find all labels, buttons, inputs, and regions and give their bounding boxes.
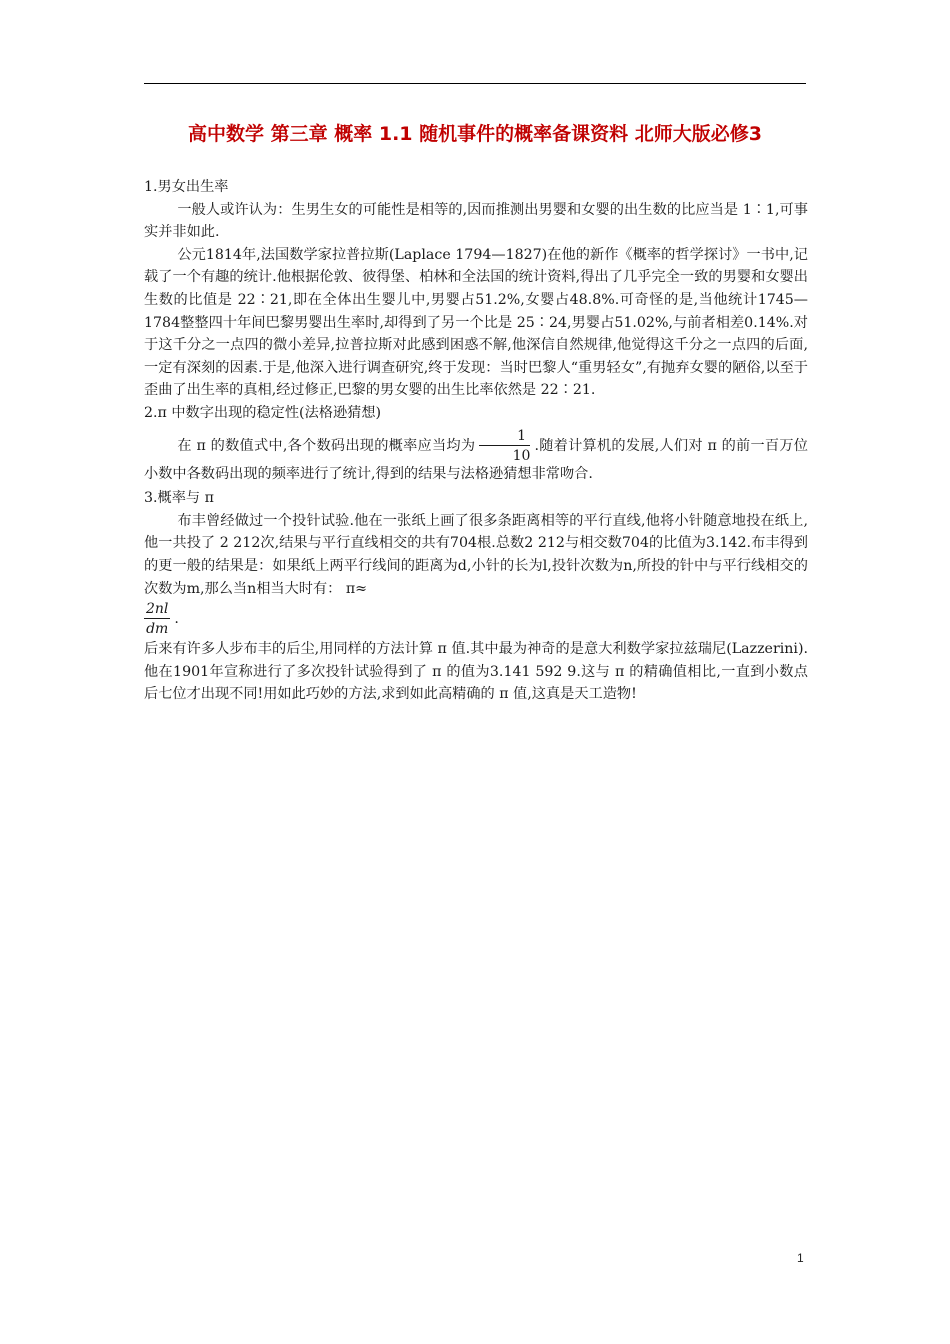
paragraph-laplace-statistics: 公元1814年,法国数学家拉普拉斯(Laplace 1794—1827)在他的新作《概率的哲学探讨》一书中,记载了一个有趣的统计.他根据伦敦、彼得堡、柏林和全法国的统计资料,得出了几乎完全一致的男婴和女婴出生数的比值是 22∶21,即在全体出生婴儿中,男婴占51.2%,女婴占48.8%.可奇怪的是,当他统计1745—1784整整四十年间巴黎男婴出生率时,却得到了另一个比是 25∶24,男婴占51.02%,与前者相差0.14%.对于这千分之一点四的微小差异,拉普拉斯对此感到困惑不解,他深信自然规律,他觉得这千分之一点四的后面,一定有深刻的因素.于是,他深入进行调查研究,终于发现：当时巴黎人“重男轻女”,有抛弃女婴的陋俗,以至于歪曲了出生率的真相,经过修正,巴黎的男女婴的出生比率依然是 22∶21. [144,246,808,399]
pi-digit-text-after: .随着计算机的发展,人们对 π 的前一百万位小数中各数码出现的频率进行了统计,得到的结果与法格逊猜想非常吻合. [144,437,808,482]
header-rule [144,83,806,84]
paragraph-pi-digit-frequency [144,429,808,486]
fraction-one-tenth [479,429,530,463]
section-heading-birth-rate: 1.男女出生率 [144,179,229,195]
fraction-2nl-over-dm [144,602,170,636]
pi-digit-text-before: 在 π 的数值式中,各个数码出现的概率应当均为 [177,437,476,454]
paragraph-lazzerini: 后来有许多人步布丰的后尘,用同样的方法计算 π 值.其中最为神奇的是意大利数学家拉兹瑞尼(Lazzerini).他在1901年宣称进行了多次投针试验得到了 π 的值为3.141 592 9.这与 π 的精确值相比,一直到小数点后七位才出现不同!用如此巧妙的方法,求到如此高精确的 π 值,这真是天工造物! [144,641,808,703]
section-heading-pi-digits: 2.π 中数字出现的稳定性(法格逊猜想) [144,404,382,421]
formula-denominator: dm [146,621,169,638]
buffon-formula-line [144,602,808,636]
formula-numerator: 2nl [146,601,169,618]
section-heading-probability-pi: 3.概率与 π [144,490,214,507]
document-title: 高中数学 第三章 概率 1.1 随机事件的概率备课资料 北师大版必修3 [188,123,762,145]
paragraph-buffon-needle: 布丰曾经做过一个投针试验.他在一张纸上画了很多条距离相等的平行直线,他将小针随意地投在纸上,他一共投了 2 212次,结果与平行直线相交的共有704根.总数2 212与相交数704的比值为3.142.布丰得到的更一般的结果是：如果纸上两平行线间的距离为d,小针的长为l,投针次数为n,所投的针中与平行线相交的次数为m,那么当n相当大时有： π≈ [144,512,808,597]
fraction-numerator: 1 [479,429,530,446]
document-body [144,176,808,706]
formula-period: . [174,611,179,628]
fraction-denominator: 10 [512,447,531,464]
page-number: 1 [797,1251,804,1265]
paragraph-birth-rate-intro: 一般人或许认为：生男生女的可能性是相等的,因而推测出男婴和女婴的出生数的比应当是 1∶1,可事实并非如此. [144,201,808,241]
